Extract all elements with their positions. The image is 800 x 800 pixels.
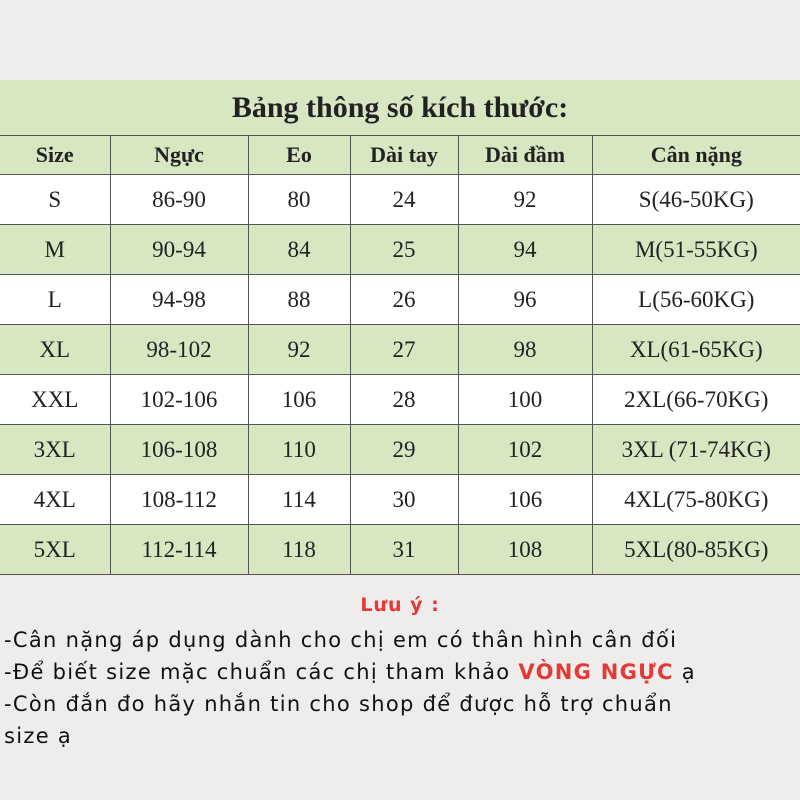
cell-dress-length: 106 [458,475,592,525]
note-line-weight-text: -Cân nặng áp dụng dành cho chị em có thân hình cân đối [4,628,678,652]
cell-weight: 5XL(80-85KG) [592,525,800,575]
cell-chest: 94-98 [110,275,248,325]
cell-dress-length: 92 [458,175,592,225]
cell-chest: 102-106 [110,375,248,425]
table-row [0,175,800,225]
cell-sleeve-length: 25 [350,225,458,275]
header-chest: Ngực [110,136,248,175]
cell-waist: 92 [248,325,350,375]
cell-waist: 84 [248,225,350,275]
cell-sleeve-length: 30 [350,475,458,525]
cell-chest: 86-90 [110,175,248,225]
cell-size: S [0,175,110,225]
cell-dress-length: 98 [458,325,592,375]
cell-waist: 88 [248,275,350,325]
cell-waist: 118 [248,525,350,575]
table-row [0,425,800,475]
table-title-row [0,80,800,136]
table-row [0,475,800,525]
notes-section [0,594,800,752]
cell-sleeve-length: 28 [350,375,458,425]
cell-chest: 108-112 [110,475,248,525]
table-title: Bảng thông số kích thước: [0,80,800,136]
table-row [0,225,800,275]
note-line-contact-continued-text: size ạ [4,724,73,748]
header-weight: Cân nặng [592,136,800,175]
cell-size: 3XL [0,425,110,475]
table-row [0,325,800,375]
note-line-size-guide [0,656,800,688]
table-row [0,525,800,575]
cell-sleeve-length: 26 [350,275,458,325]
cell-size: 4XL [0,475,110,525]
table-header-row [0,136,800,175]
table-row [0,275,800,325]
cell-weight: XL(61-65KG) [592,325,800,375]
cell-chest: 106-108 [110,425,248,475]
cell-size: 5XL [0,525,110,575]
cell-weight: M(51-55KG) [592,225,800,275]
cell-weight: L(56-60KG) [592,275,800,325]
cell-sleeve-length: 29 [350,425,458,475]
cell-waist: 110 [248,425,350,475]
header-dress-length: Dài đầm [458,136,592,175]
note-line-weight [0,624,800,656]
cell-weight: 2XL(66-70KG) [592,375,800,425]
cell-chest: 98-102 [110,325,248,375]
cell-dress-length: 108 [458,525,592,575]
cell-weight: S(46-50KG) [592,175,800,225]
cell-size: M [0,225,110,275]
size-table [0,80,800,575]
cell-waist: 114 [248,475,350,525]
cell-chest: 112-114 [110,525,248,575]
cell-sleeve-length: 24 [350,175,458,225]
note-line-contact-text: -Còn đắn đo hãy nhắn tin cho shop để được hỗ trợ chuẩn [4,692,673,716]
table-row [0,375,800,425]
cell-size: XXL [0,375,110,425]
note-line-size-guide-suffix: ạ [673,660,696,684]
cell-dress-length: 94 [458,225,592,275]
cell-weight: 4XL(75-80KG) [592,475,800,525]
header-waist: Eo [248,136,350,175]
cell-dress-length: 100 [458,375,592,425]
note-highlight-chest: VÒNG NGỰC [518,660,674,684]
cell-chest: 90-94 [110,225,248,275]
cell-dress-length: 96 [458,275,592,325]
cell-dress-length: 102 [458,425,592,475]
notes-heading: Lưu ý : [360,594,440,616]
note-line-contact [0,688,800,720]
note-line-size-guide-prefix: -Để biết size mặc chuẩn các chị tham khảo [4,660,519,684]
cell-sleeve-length: 27 [350,325,458,375]
cell-sleeve-length: 31 [350,525,458,575]
header-size: Size [0,136,110,175]
header-sleeve-length: Dài tay [350,136,458,175]
cell-waist: 106 [248,375,350,425]
cell-size: L [0,275,110,325]
note-line-contact-continued [0,720,800,752]
cell-weight: 3XL (71-74KG) [592,425,800,475]
cell-size: XL [0,325,110,375]
cell-waist: 80 [248,175,350,225]
